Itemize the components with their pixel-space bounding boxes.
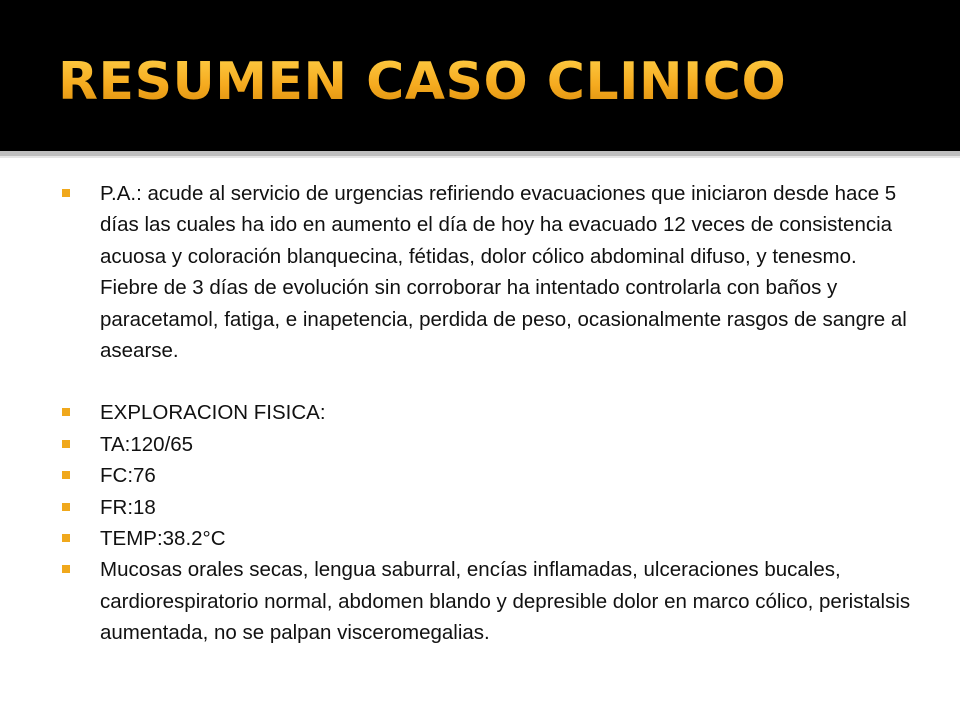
bullet-text: EXPLORACION FISICA:: [100, 401, 326, 425]
square-bullet-icon: [62, 503, 70, 511]
bullet-item-respiratory-rate: [62, 492, 912, 523]
bullet-text: P.A.: acude al servicio de urgencias refiriendo evacuaciones que iniciaron desde hace 5 días las cuales ha ido en aumento el día de hoy ha evacuado 12 veces de consistencia acuosa y coloración blanquecina, fétidas, dolor cólico abdominal difuso, y tenesmo. Fiebre de 3 días de evolución sin corroborar ha intentado controlarla con baños y paracetamol, fatiga, e inapetencia, perdida de peso, ocasionalmente rasgos de sangre al asearse.: [100, 182, 907, 363]
bullet-item-present-illness: [62, 178, 912, 366]
square-bullet-icon: [62, 471, 70, 479]
bullet-text: Mucosas orales secas, lengua saburral, encías inflamadas, ulceraciones bucales, cardiorespiratorio normal, abdomen blando y depresible dolor en marco cólico, peristalsis aumentada, no se palpan visceromegalias.: [100, 558, 911, 645]
slide-title: RESUMEN CASO CLINICO: [58, 52, 787, 112]
bullet-text: FR:18: [100, 495, 156, 519]
square-bullet-icon: [62, 565, 70, 573]
bullet-text: TA:120/65: [100, 432, 194, 456]
square-bullet-icon: [62, 534, 70, 542]
bullet-item-temperature: [62, 523, 912, 554]
bullet-item-blood-pressure: [62, 429, 912, 460]
bullet-list: [62, 178, 912, 649]
title-band: [0, 0, 960, 150]
square-bullet-icon: [62, 440, 70, 448]
bullet-text: FC:76: [100, 464, 156, 488]
square-bullet-icon: [62, 408, 70, 416]
content-area: [0, 158, 960, 720]
bullet-spacer: [62, 366, 912, 397]
bullet-item-heart-rate: [62, 460, 912, 491]
bullet-text: TEMP:38.2°C: [100, 527, 226, 551]
square-bullet-icon: [62, 189, 70, 197]
bullet-item-exam-findings: [62, 554, 912, 648]
bullet-item-physical-exam: [62, 397, 912, 428]
